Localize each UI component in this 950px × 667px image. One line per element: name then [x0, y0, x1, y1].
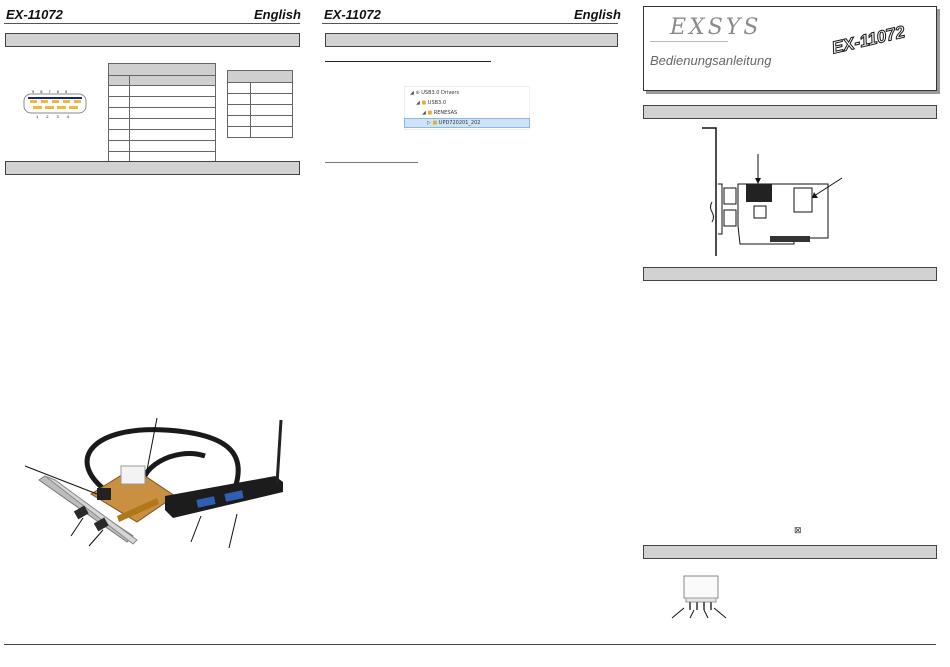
- pin-label: 4: [66, 114, 77, 119]
- usb-pins-bottom-labels: [36, 114, 77, 119]
- pin-label: 6: [56, 89, 65, 94]
- page1-language-header: English: [254, 7, 301, 22]
- power-connector-diagram: [664, 576, 744, 620]
- page1-model-header: EX-11072: [6, 7, 63, 22]
- cover-model: EX-11072: [830, 22, 907, 58]
- driver-tree-panel: [404, 86, 530, 130]
- tree-item-label: USB3.0 Drivers: [421, 90, 460, 96]
- page2-footnote-rule: [325, 162, 418, 163]
- pin-label: 2: [46, 114, 57, 119]
- page3-section-bar-2: [643, 267, 937, 281]
- tree-item-usb30-drivers[interactable]: ◢ ⊕ USB3.0 Drivers: [410, 90, 460, 96]
- pin-label: 7: [48, 89, 57, 94]
- brand-logo: EXSYS: [670, 15, 762, 40]
- page2-section-bar-1: [325, 33, 618, 47]
- folder-icon: ■: [427, 110, 433, 116]
- pin-label: 1: [36, 114, 47, 119]
- cover-subtitle: Bedienungsanleitung: [650, 53, 772, 68]
- pcb-layout-diagram: [700, 126, 860, 258]
- tree-item-label: UPD720201_202: [438, 120, 481, 126]
- weee-bin-icon: ⊠: [794, 525, 802, 535]
- pin-label: 8: [40, 89, 49, 94]
- pin-label: 9: [32, 89, 41, 94]
- page1-header-rule: [4, 23, 300, 24]
- page2-subsection-rule: [325, 61, 491, 62]
- page2-model-header: EX-11072: [324, 7, 381, 22]
- page1-section-bar-1: [5, 33, 300, 47]
- pin-table-power: [227, 70, 293, 138]
- product-photo: [25, 418, 295, 566]
- pin-label: 5: [64, 89, 74, 94]
- tree-item-label: RENESAS: [433, 110, 458, 116]
- tree-item-renesas[interactable]: ◢ ■ RENESAS: [422, 110, 458, 116]
- cover-logo-box: [643, 6, 937, 91]
- tree-item-usb30[interactable]: ◢ ■ USB3.0: [416, 100, 446, 106]
- page2-header-rule: [322, 23, 618, 24]
- folder-icon: ■: [432, 120, 438, 126]
- page1-section-bar-2: [5, 161, 300, 175]
- page3-section-bar-3: [643, 545, 937, 559]
- tree-item-upd720201[interactable]: ▷ ■ UPD720201_202: [427, 120, 481, 126]
- footer-rule: [4, 644, 936, 645]
- pin-table-usb: [108, 63, 216, 163]
- folder-icon: ■: [421, 100, 427, 106]
- page2-language-header: English: [574, 7, 621, 22]
- page3-section-bar-1: [643, 105, 937, 119]
- usb-pins-top-labels: [32, 89, 73, 94]
- pin-label: 3: [56, 114, 67, 119]
- tree-item-label: USB3.0: [427, 100, 446, 106]
- logo-underline: [650, 41, 728, 42]
